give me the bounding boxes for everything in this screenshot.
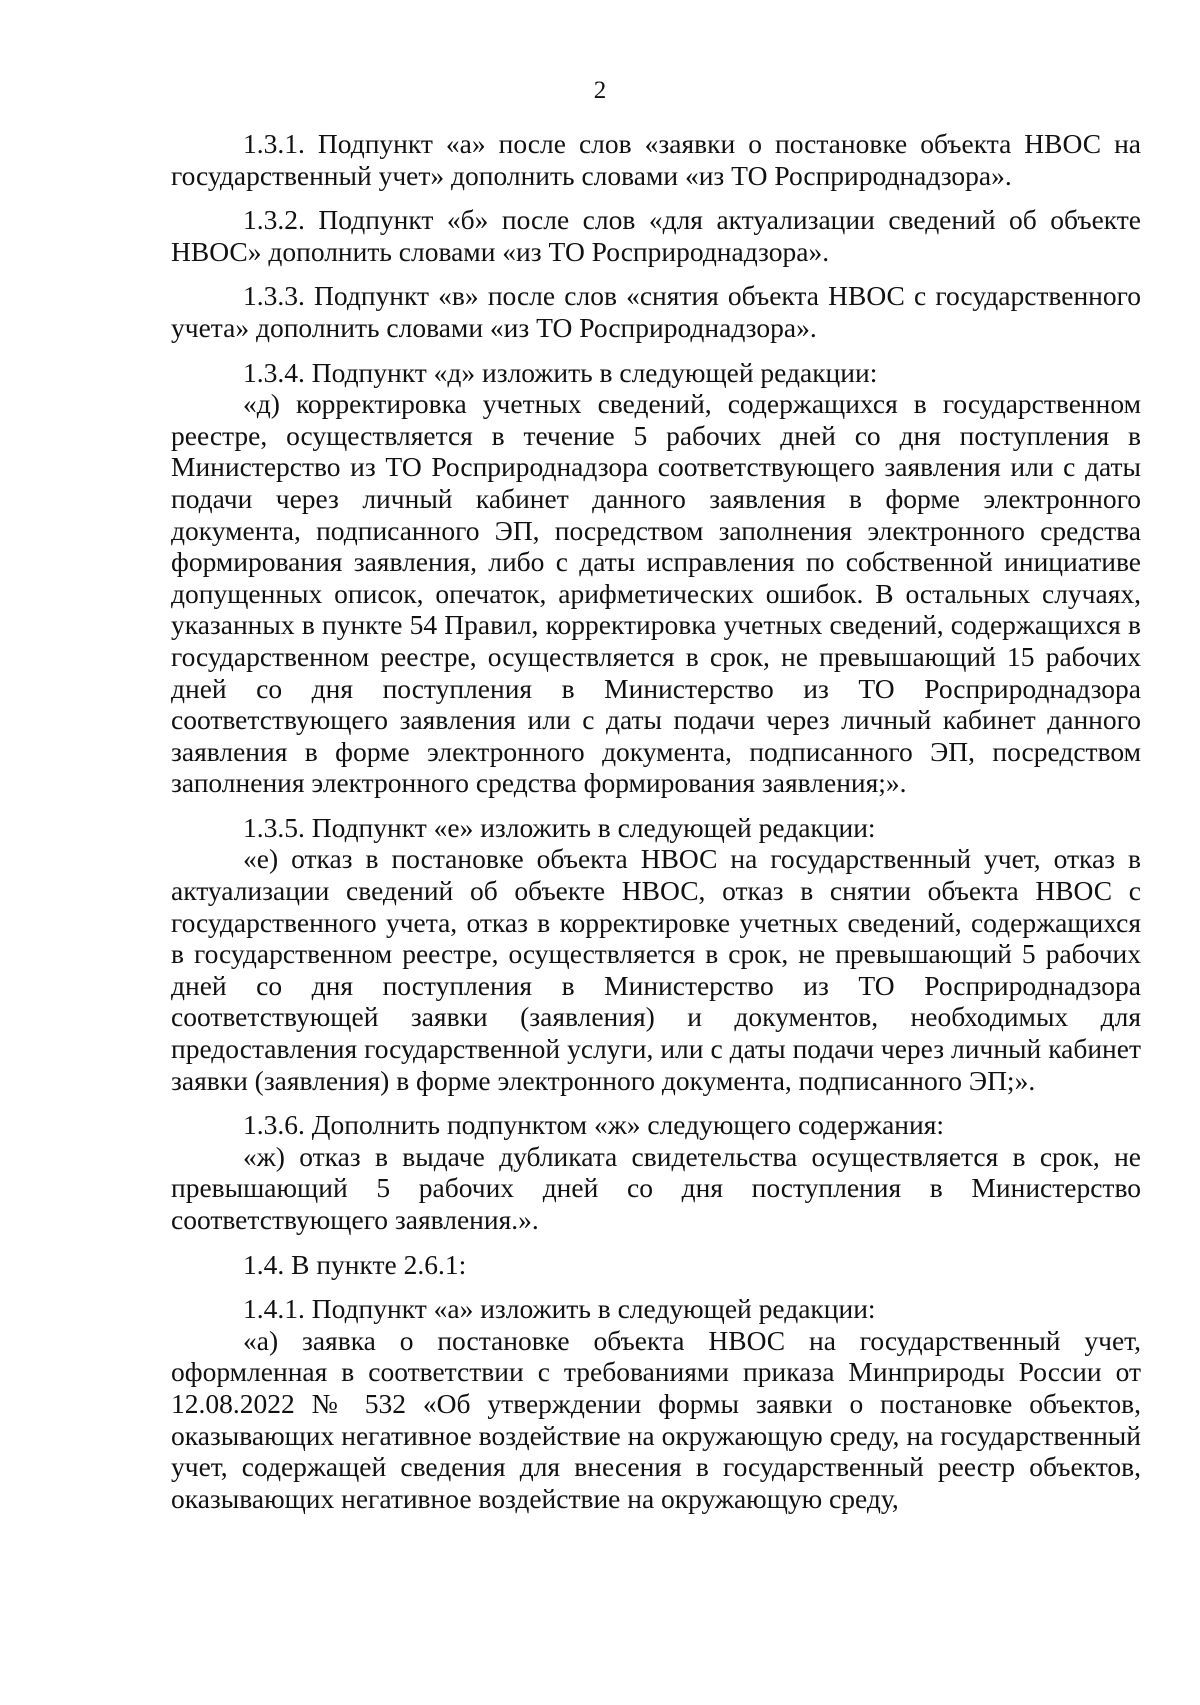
paragraph-1-4-1: 1.4.1. Подпункт «а» изложить в следующей редакции:	[243, 1293, 876, 1325]
document-body	[171, 128, 1141, 1514]
paragraph-1-4-1-text: «а) заявка о постановке объекта НВОС на государственный учет, оформленная в соответствии с требованиями приказа Минприроды России от 12.08.2022 № 532 «Об утверждении формы заявки о постановке объектов, оказывающих негативное воздействие на окружающую среду, на государственный учет, содержащей сведения для внесения в государственный реестр объектов, оказывающих негативное воздействие на окружающую среду,	[171, 1324, 1141, 1514]
paragraph-1-4: 1.4. В пункте 2.6.1:	[243, 1248, 467, 1280]
paragraph-1-3-3: 1.3.3. Подпункт «в» после слов «снятия объекта НВОС с государственного учета» дополнить словами «из ТО Росприроднадзора».	[171, 280, 1141, 343]
page-number: 2	[593, 77, 607, 104]
paragraph-1-3-5-text: «е) отказ в постановке объекта НВОС на государственный учет, отказ в актуализации сведений об объекте НВОС, отказ в снятии объекта НВОС с государственного учета, отказ в корректировке учетных сведений, содержащихся в государственном реестре, осуществляется в срок, не превышающий 5 рабочих дней со дня поступления в Министерство из ТО Росприроднадзора соответствующей заявки (заявления) и документов, необходимых для предоставления государственной услуги, или с даты подачи через личный кабинет заявки (заявления) в форме электронного документа, подписанного ЭП;».	[171, 843, 1141, 1096]
paragraph-1-3-6: 1.3.6. Дополнить подпунктом «ж» следующего содержания:	[243, 1109, 945, 1141]
paragraph-1-3-4: 1.3.4. Подпункт «д» изложить в следующей редакции:	[243, 356, 878, 388]
paragraph-1-3-6-text: «ж) отказ в выдаче дубликата свидетельства осуществляется в срок, не превышающий 5 рабочих дней со дня поступления в Министерство соответствующего заявления.».	[171, 1140, 1141, 1235]
paragraph-1-3-1: 1.3.1. Подпункт «а» после слов «заявки о постановке объекта НВОС на государственный учет» дополнить словами «из ТО Росприроднадзора».	[171, 128, 1141, 191]
paragraph-1-3-4-text: «д) корректировка учетных сведений, содержащихся в государственном реестре, осуществляется в течение 5 рабочих дней со дня поступления в Министерство из ТО Росприроднадзора соответствующего заявления или с даты подачи через личный кабинет данного заявления в форме электронного документа, подписанного ЭП, посредством заполнения электронного средства формирования заявления, либо с даты исправления по собственной инициативе допущенных описок, опечаток, арифметических ошибок. В остальных случаях, указанных в пункте 54 Правил, корректировка учетных сведений, содержащихся в государственном реестре, осуществляется в срок, не превышающий 15 рабочих дней со дня поступления в Министерство из ТО Росприроднадзора соответствующего заявления или с даты подачи через личный кабинет данного заявления в форме электронного документа, подписанного ЭП, посредством заполнения электронного средства формирования заявления;».	[171, 388, 1141, 799]
paragraph-1-3-2: 1.3.2. Подпункт «б» после слов «для актуализации сведений об объекте НВОС» дополнить словами «из ТО Росприроднадзора».	[171, 204, 1141, 267]
paragraph-1-3-5: 1.3.5. Подпункт «е» изложить в следующей редакции:	[243, 811, 876, 843]
